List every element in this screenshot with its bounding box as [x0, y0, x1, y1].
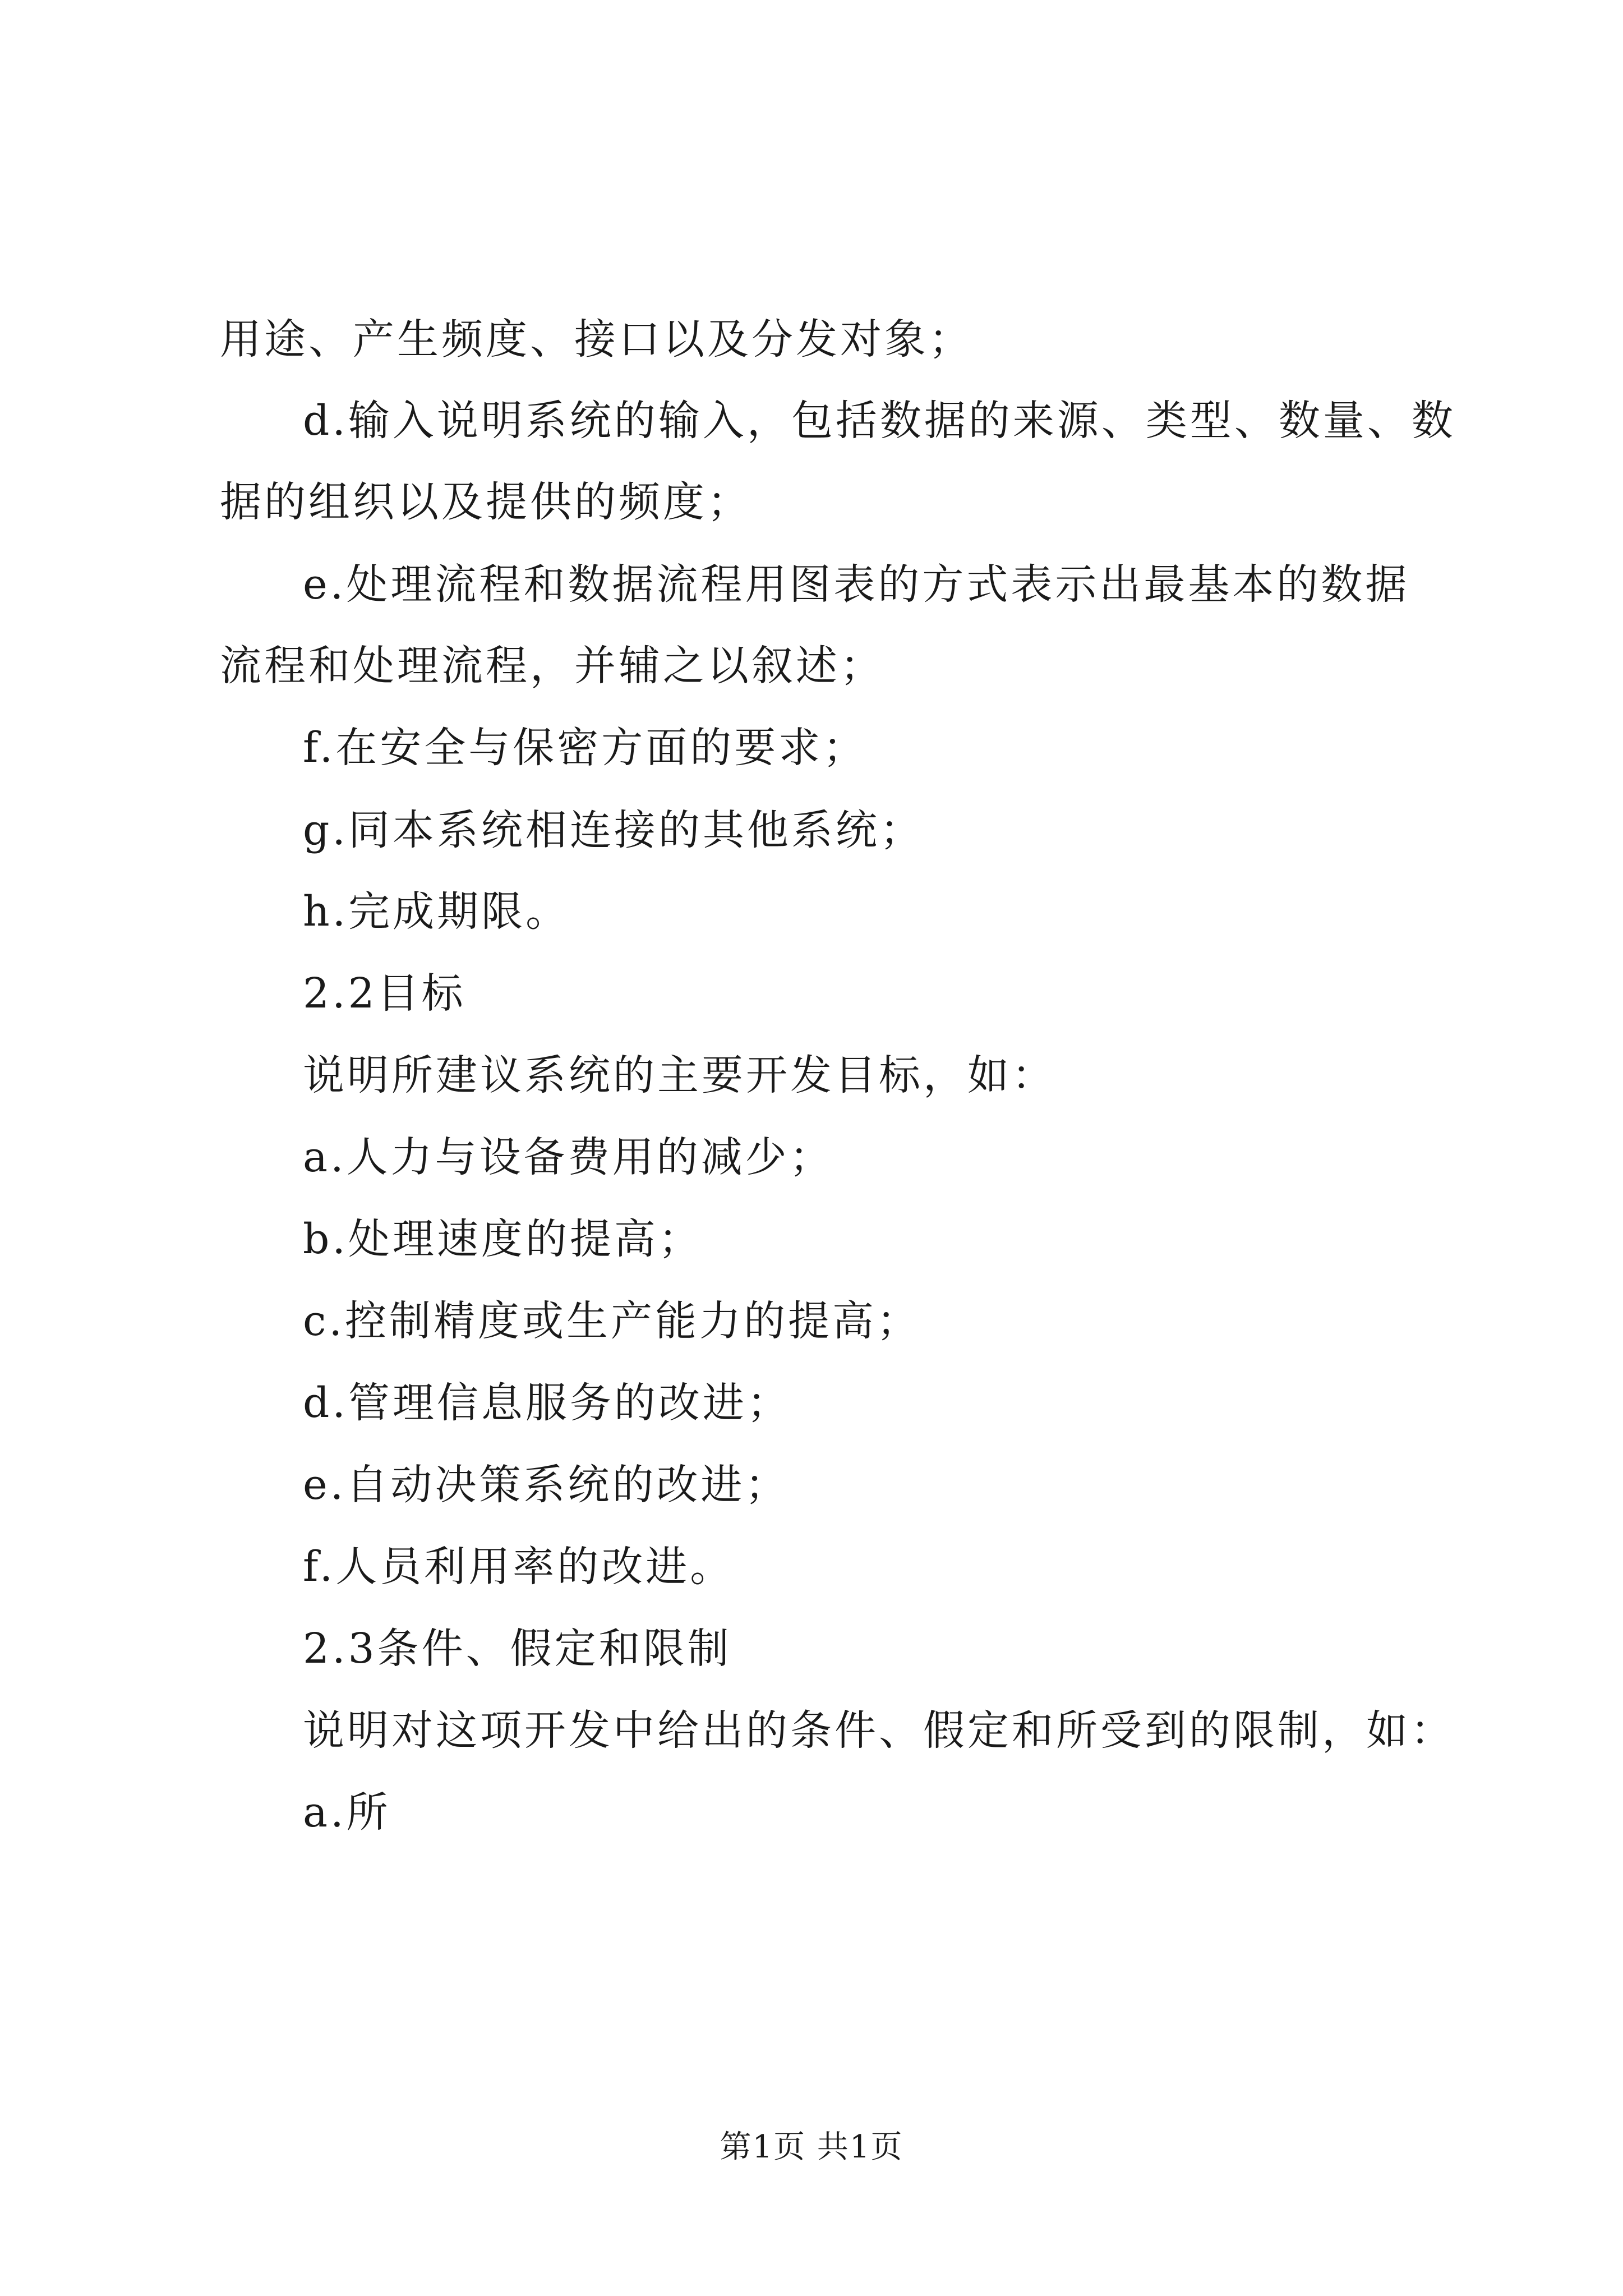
text-line: g.同本系统相连接的其他系统； [303, 806, 924, 854]
text-line: 说明对这项开发中给出的条件、假定和所受到的限制，如： [303, 1706, 1455, 1755]
text-line: 用途、产生频度、接口以及分发对象； [220, 315, 973, 364]
text-line: d.管理信息服务的改进； [303, 1379, 791, 1427]
text-line: d.输入说明系统的输入，包括数据的来源、类型、数量、数 [303, 397, 1456, 445]
text-line: a.所 [303, 1788, 391, 1837]
section-heading: 2.2目标 [303, 969, 466, 1018]
page-footer: 第1页 共1页 [720, 2129, 903, 2165]
text-line: f.在安全与保密方面的要求； [303, 724, 868, 772]
text-line: h.完成期限。 [303, 887, 570, 936]
text-line: 说明所建议系统的主要开发目标，如： [303, 1051, 1056, 1099]
text-line: 流程和处理流程，并辅之以叙述； [220, 642, 884, 690]
text-line: b.处理速度的提高； [303, 1215, 703, 1263]
text-line: c.控制精度或生产能力的提高； [303, 1297, 921, 1345]
text-line: 据的组织以及提供的频度； [220, 478, 751, 526]
text-line: e.处理流程和数据流程用图表的方式表示出最基本的数据 [303, 560, 1410, 609]
text-line: e.自动决策系统的改进； [303, 1461, 790, 1509]
text-line: f.人员利用率的改进。 [303, 1543, 735, 1591]
text-line: a.人力与设备费用的减少； [303, 1133, 834, 1181]
section-heading: 2.3条件、假定和限制 [303, 1625, 732, 1673]
